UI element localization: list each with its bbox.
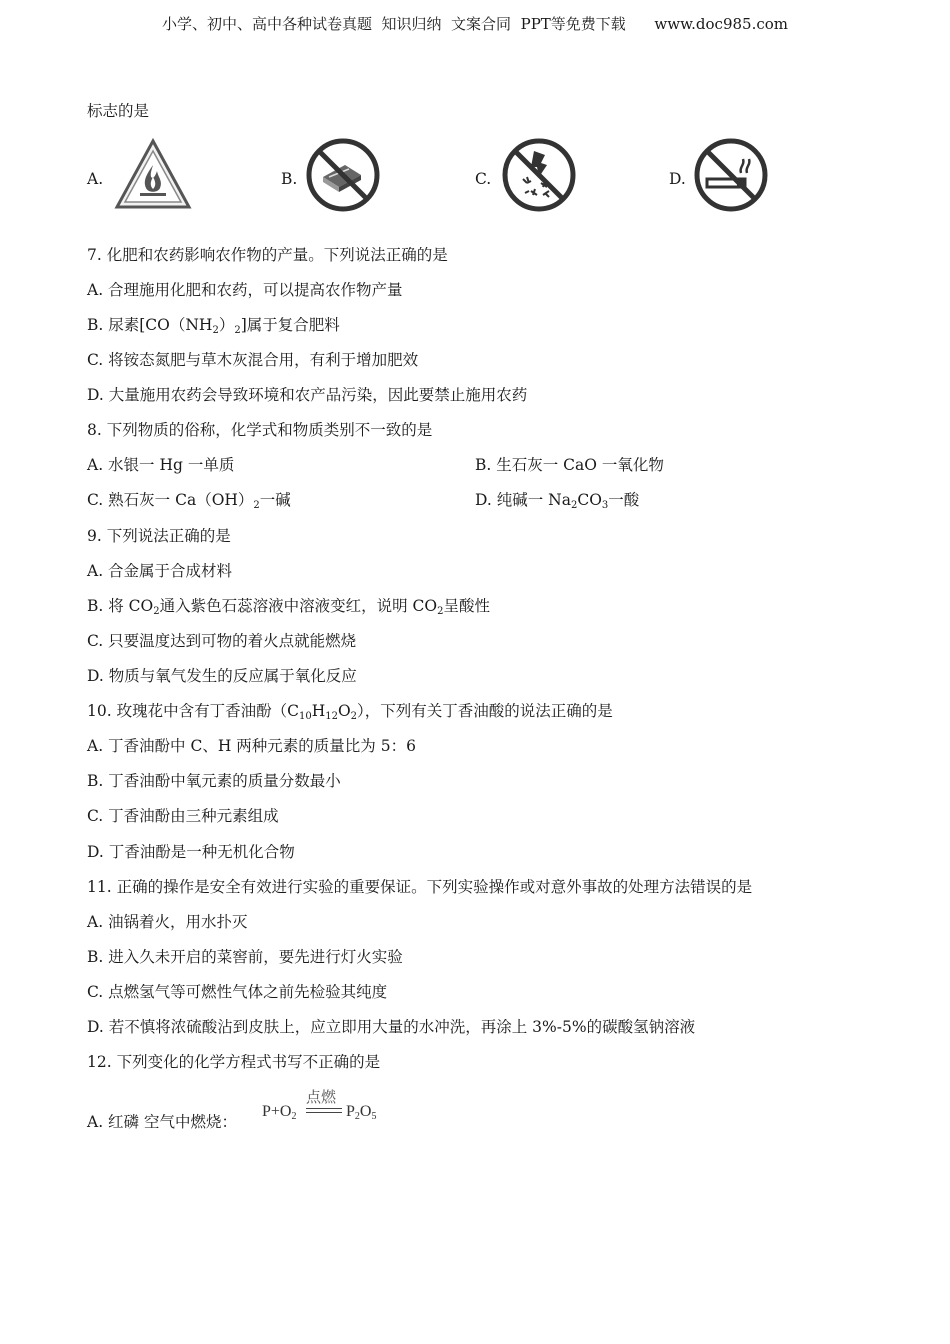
q7-option-d: D. 大量施用农药会导致环境和农产品污染，因此要禁止施用农药 <box>87 386 528 404</box>
equation-reactants: $P+O_2$ <box>262 1103 297 1122</box>
header-site: www.doc985.com <box>654 15 788 33</box>
q12-option-a: A. 红磷 空气中燃烧： <box>87 1113 237 1131</box>
q8-stem: 8. 下列物质的俗称，化学式和物质类别不一致的是 <box>87 421 433 439</box>
q10-option-d: D. 丁香油酚是一种无机化合物 <box>87 843 295 861</box>
q8-option-d: D. 纯碱一 $Na_2CO_3$一酸 <box>475 491 640 511</box>
q11-stem: 11. 正确的操作是安全有效进行实验的重要保证。下列实验操作或对意外事故的处理方法错误的是 <box>87 878 753 896</box>
q11-option-d: D. 若不慎将浓硫酸沾到皮肤上，应立即用大量的水冲洗，再涂上 3%-5%的碳酸氢钠溶液 <box>87 1018 696 1036</box>
q11-option-b: B. 进入久未开启的菜窖前，要先进行灯火实验 <box>87 948 403 966</box>
q7-option-b: B. 尿素$[CO(NH_2)_2]$属于复合肥料 <box>87 316 340 336</box>
q7-option-c: C. 将铵态氮肥与草木灰混合用，有利于增加肥效 <box>87 351 419 369</box>
q12-stem: 12. 下列变化的化学方程式书写不正确的是 <box>87 1053 381 1071</box>
q8-option-c: C. 熟石灰一 $Ca(OH)_2$一碱 <box>87 491 291 511</box>
no-fireworks-icon <box>501 137 577 213</box>
q9-stem: 9. 下列说法正确的是 <box>87 527 231 545</box>
q10-option-c: C. 丁香油酚由三种元素组成 <box>87 807 279 825</box>
q10-option-b: B. 丁香油酚中氧元素的质量分数最小 <box>87 772 341 790</box>
chemical-equation <box>258 1086 398 1130</box>
q9-option-b: B. 将 $CO_2$通入紫色石蕊溶液中溶液变红，说明 $CO_2$呈酸性 <box>87 597 491 617</box>
q7-option-a: A. 合理施用化肥和农药，可以提高农作物产量 <box>87 281 403 299</box>
flammable-warning-triangle-icon <box>113 137 193 213</box>
q6-stem-tail: 标志的是 <box>87 102 150 120</box>
q7-stem: 7. 化肥和农药影响农作物的产量。下列说法正确的是 <box>87 246 448 264</box>
page-header <box>0 13 950 34</box>
header-text: 小学、初中、高中各种试卷真题 知识归纳 文案合同 PPT等免费下载 <box>161 15 626 33</box>
q9-option-c: C. 只要温度达到可物的着火点就能燃烧 <box>87 632 357 650</box>
no-smoking-material-icon <box>305 137 381 213</box>
equation-products: $P_2O_5$ <box>346 1103 377 1122</box>
no-smoking-icon <box>693 137 769 213</box>
q8-option-b: B. 生石灰一 CaO 一氧化物 <box>475 456 664 474</box>
equation-bar-bottom <box>306 1112 342 1113</box>
q6-options: A. B. C. D. <box>87 137 907 227</box>
q9-option-a: A. 合金属于合成材料 <box>87 562 233 580</box>
q9-option-d: D. 物质与氧气发生的反应属于氧化反应 <box>87 667 357 685</box>
q11-option-c: C. 点燃氢气等可燃性气体之前先检验其纯度 <box>87 983 388 1001</box>
q8-option-a: A. 水银一 Hg 一单质 <box>87 456 235 474</box>
q10-option-a: A. 丁香油酚中 C、H 两种元素的质量比为 5：6 <box>87 737 416 755</box>
q11-option-a: A. 油锅着火，用水扑灭 <box>87 913 248 931</box>
equation-bar-top <box>306 1108 342 1109</box>
equation-condition: 点燃 <box>306 1090 337 1106</box>
q10-stem: 10. 玫瑰花中含有丁香油酚$(C_{10}H_{12}O_2)$，下列有关丁香油酸的说法正确的是 <box>87 702 613 722</box>
